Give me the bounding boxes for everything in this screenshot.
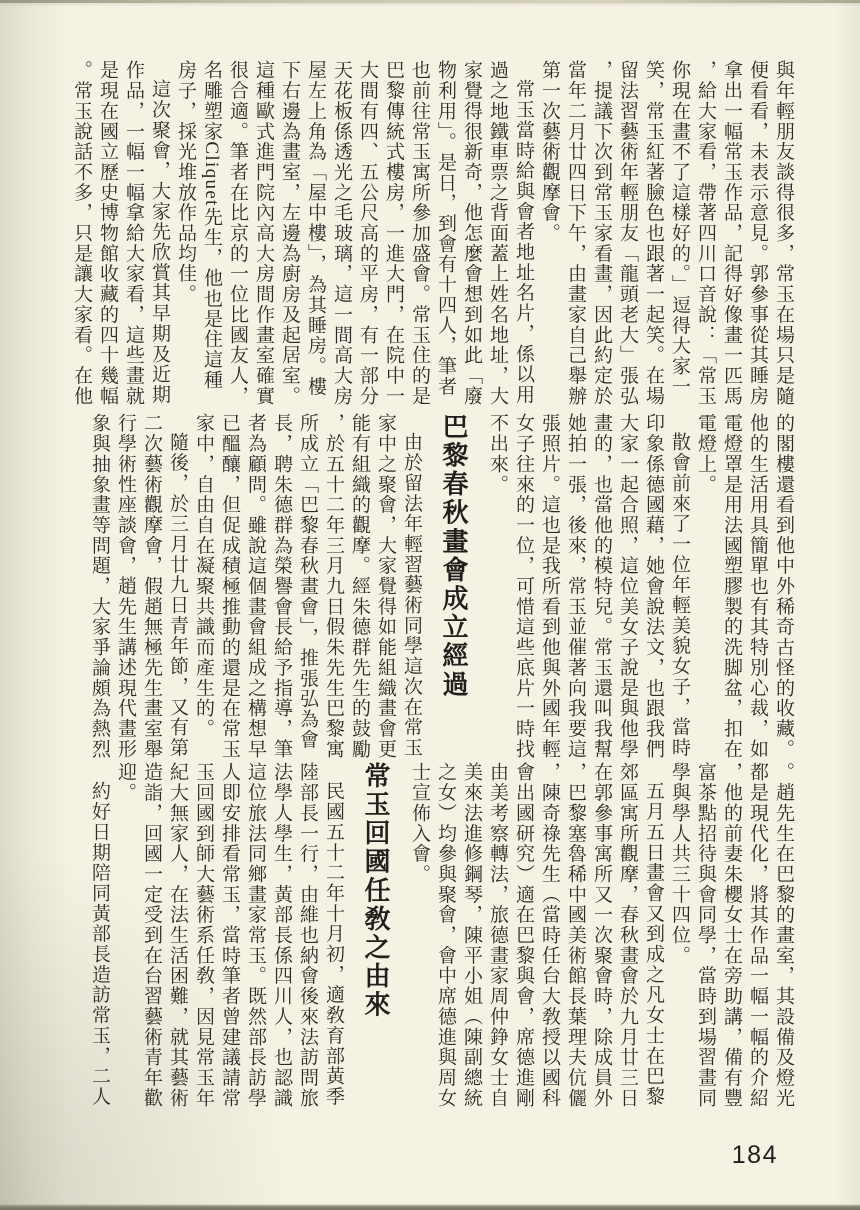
paragraph: 這次聚會，大家先欣賞其早期及近期作品，一幅一幅拿給大家看，這些畫就是現在國立歷史博物館收藏的四十幾幅。常玉說話不多，只是讓大家看。在他: [71, 60, 170, 406]
text-band-top: [54, 60, 796, 410]
page-bottom-edge: [0, 1204, 860, 1210]
paragraph: 約好日期陪同黃部長造訪常玉，二人: [89, 781, 110, 1107]
paragraph: 與年輕朋友談得很多，常玉在場只是隨便看看，未表示意見。郭參事從其睡房拿出一幅常玉作品，記得好像畫一匹馬，給大家看，帶著四川口音說：「常玉你現在畫不了這樣好的。」逗得大家一笑，常玉紅著臉色也跟著一起笑。在場留法習藝術年輕朋友「龍頭老大」張弘，提議下次到常玉家看畫，因此約定於當年二月廿四日下午，由畫家自己舉辦第一次藝術觀摩會。: [539, 60, 794, 406]
paragraph: 由於留法年輕習藝術同學這次在常玉家中之聚會，大家覺得如能組織畫會更能有組織的觀摩。經朱德群先生的鼓勵，於五十二年三月九日假朱先生巴黎寓所成立「巴黎春秋畫會」，推張弘為會長，聘朱德群為榮譽會長給予指導，筆者為顧問。雖說這個畫會組成之構想早已醞釀，但促成積極推動的還是在常玉家中，自由自在凝聚共識而產生的。: [193, 413, 422, 759]
paragraph: 。趙先生在巴黎的畫室，其設備及燈光都是現代化，將其作品一幅一幅的介紹，他的前妻朱櫻女士在旁助講，備有豐富茶點招待與會同學，當時到場習畫同學與學人共三十四位。: [669, 762, 794, 1108]
text-band-middle: [54, 413, 796, 763]
paragraph: 散會前來了一位年輕美貌女子，當時印象係德國藉，她會說法文，也跟我們大家一起合照，這位美女子說是與他學畫的，也當他的模特兒。常玉還叫我幫她拍一張，後來，常玉並催著向我要這張照片。這也是我所看到他與外國年輕女子往來的一位，可惜這些底片一時找不出來。: [487, 413, 690, 759]
section-heading: 常玉回國任敎之由來: [361, 762, 390, 1020]
paragraph: 民國五十二年十月初，適敎育部黃季陸部長一行，由維也納會後來法訪問旅法學人學生，黃部長係四川人，也認識這位旅法同鄉畫家常玉。既然部長訪學人即安排看常玉，當時筆者曾建議請常玉回國到師大藝術系任敎，因見常玉年紀大無家人，在法生活困難，就其藝術造詣，回國一定受到在台習藝術青年歡迎。: [115, 762, 344, 1108]
paragraph: 的閣樓還看到他中外稀奇古怪的收藏。他的生活用具簡單也有其特別心裁，如電燈罩是用法國塑膠製的洗脚盆，扣在電燈上。: [695, 413, 794, 759]
paragraph: 隨後，於三月廿九日青年節，又有第二次藝術觀摩會，假趙無極先生畫室舉行學術性座談會，趙先生講述現代畫形象與抽象畫等問題，大家爭論頗為熱烈: [89, 413, 188, 759]
page-number: 184: [731, 1141, 778, 1169]
paragraph: 五月五日畫會又到成之凡女士在巴黎郊區寓所觀摩，春秋畫會於九月廿三日在郭參事寓所又一次聚會時，除成員外，巴黎塞魯稀中國美術館長葉理夫伉儷，陳奇祿先生（當時任台大敎授以國科會出國研究）適在巴黎與會，席德進剛由美考察轉法，旅德畫家周仲錚女士自美來法進修鋼琴，陳平小姐（陳副總統之女）均參與聚會，會中席德進與周女士宣佈入會。: [409, 762, 664, 1108]
section-heading: 巴黎春秋畫會成立經過: [439, 413, 468, 699]
paragraph: 常玉當時給與會者地址名片，係以用過之地鐵車票之背面蓋上姓名地址，大家覺得很新奇，他怎麼會想到如此「廢物利用」。是日，到會有十四人，筆者也前往常玉寓所參加盛會。常玉住的是巴黎傳統式樓房，一進大門，在院中一大間有四、五公尺高的平房，有一部分天花板係透光之毛玻璃，這一間高大房屋左上角為「屋中樓」，為其睡房。樓下右邊為畫室，左邊為廚房及起居室。這種歐式進門院內高大房間作畫室確實很合適。筆者在比京的一位比國友人，名雕塑家Cliquet先生，他也是住這種房子，採光堆放作品均佳。: [175, 60, 534, 406]
text-band-bottom: [54, 762, 796, 1112]
page-top-edge: [0, 0, 860, 3]
